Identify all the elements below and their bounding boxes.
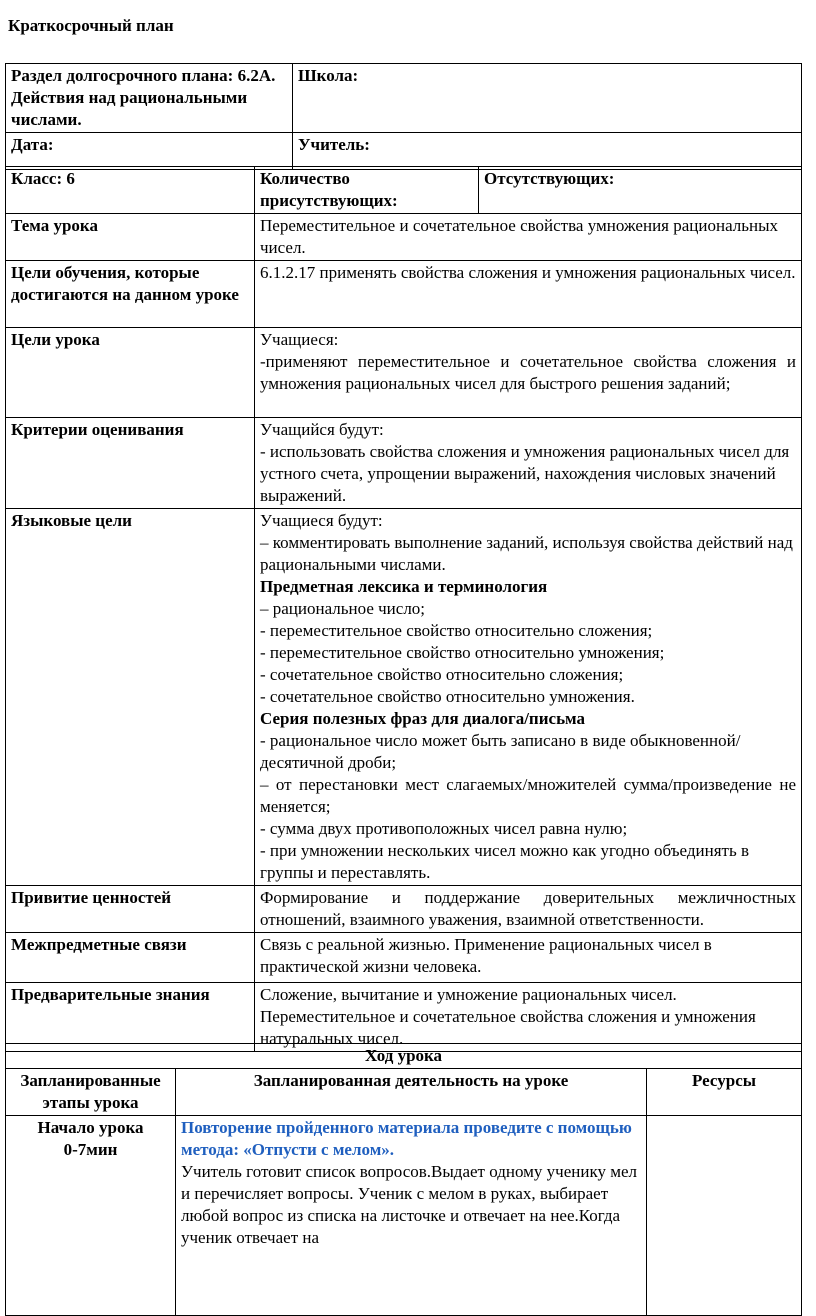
values-label: Привитие ценностей [6,886,255,933]
topic-label: Тема урока [6,214,255,261]
learning-goals-text: 6.1.2.17 применять свойства сложения и умножения рациональных чисел. [255,261,802,328]
header-table [5,63,802,170]
language-label: Языковые цели [6,509,255,886]
date-cell: Дата: [6,133,293,170]
phrases-heading: Серия полезных фраз для диалога/письма [260,709,586,728]
prior-text: Сложение, вычитание и умножение рациональных чисел. Переместительное и сочетательное свойства сложения и умножения натуральных чисел. [255,983,802,1052]
stage1-activity [176,1116,647,1316]
section-cell: Раздел долгосрочного плана: 6.2А. Действия над рациональными числами. [6,64,293,133]
prior-label: Предварительные знания [6,983,255,1052]
stage1-method: Повторение пройденного материала проведите с помощью метода: «Отпусти с мелом». [181,1118,632,1159]
phrase-item: - сумма двух противоположных чисел равна нулю; [260,819,628,838]
course-heading: Ход урока [6,1044,802,1069]
stage1-time: 0-7мин [63,1140,118,1159]
phrase-item: - рациональное число может быть записано в виде обыкновенной/десятичной дроби; [260,731,741,772]
col-resources: Ресурсы [647,1069,802,1116]
absent-cell: Отсутствующих: [479,167,802,214]
criteria-text: - использовать свойства сложения и умножения рациональных чисел для устного счета, упрощении выражений, нахождения числовых значений выражений. [260,442,790,505]
phrase-item: – от перестановки мест слагаемых/множителей сумма/произведение не меняется; [260,775,796,816]
learning-goals-label: Цели обучения, которые достигаются на данном уроке [6,261,255,328]
cross-label: Межпредметные связи [6,933,255,983]
teacher-cell: Учитель: [293,133,802,170]
vocab-heading: Предметная лексика и терминология [260,577,548,596]
lesson-goals-cell [255,328,802,418]
topic-text: Переместительное и сочетательное свойства умножения рациональных чисел. [255,214,802,261]
criteria-label: Критерии оценивания [6,418,255,509]
cross-text: Связь с реальной жизнью. Применение рациональных чисел в практической жизни человека. [255,933,802,983]
stage1-text: Учитель готовит список вопросов.Выдает одному ученику мел и перечисляет вопросы. Ученик с мелом в руках, выбирает любой вопрос из списка на листочке и отвечает на нее.Когда ученик отвечает на [181,1162,637,1247]
criteria-intro: Учащийся будут: [260,420,384,439]
vocab-item: - сочетательное свойство относительно сложения; [260,665,624,684]
stage1-resources [647,1116,802,1316]
school-cell: Школа: [293,64,802,133]
document-title: Краткосрочный план [8,16,174,35]
values-text: Формирование и поддержание доверительных межличностных отношений, взаимного уважения, взаимной ответственности. [255,886,802,933]
stage1-cell [6,1116,176,1316]
language-cell [255,509,802,886]
lesson-goals-label: Цели урока [6,328,255,418]
vocab-item: – рациональное число; [260,599,426,618]
stage1-name: Начало урока [37,1118,144,1137]
vocab-item: - переместительное свойство относительно умножения; [260,643,665,662]
plan-table [5,166,802,1052]
criteria-cell [255,418,802,509]
lesson-goals-text: -применяют переместительное и сочетательное свойства сложения и умножения рациональных чисел для быстрого решения заданий; [260,352,796,393]
course-table [5,1043,802,1316]
vocab-item: - сочетательное свойство относительно умножения. [260,687,635,706]
col-stages: Запланированные этапы урока [6,1069,176,1116]
present-cell: Количество присутствующих: [255,167,479,214]
language-intro: Учащиеся будут: [260,511,383,530]
vocab-item: - переместительное свойство относительно сложения; [260,621,653,640]
phrase-item: - при умножении нескольких чисел можно как угодно объединять в группы и переставлять. [260,841,749,882]
lesson-goals-intro: Учащиеся: [260,330,339,349]
class-cell: Класс: 6 [6,167,255,214]
language-comment: – комментировать выполнение заданий, используя свойства действий над рациональными числами. [260,533,793,574]
col-activity: Запланированная деятельность на уроке [176,1069,647,1116]
